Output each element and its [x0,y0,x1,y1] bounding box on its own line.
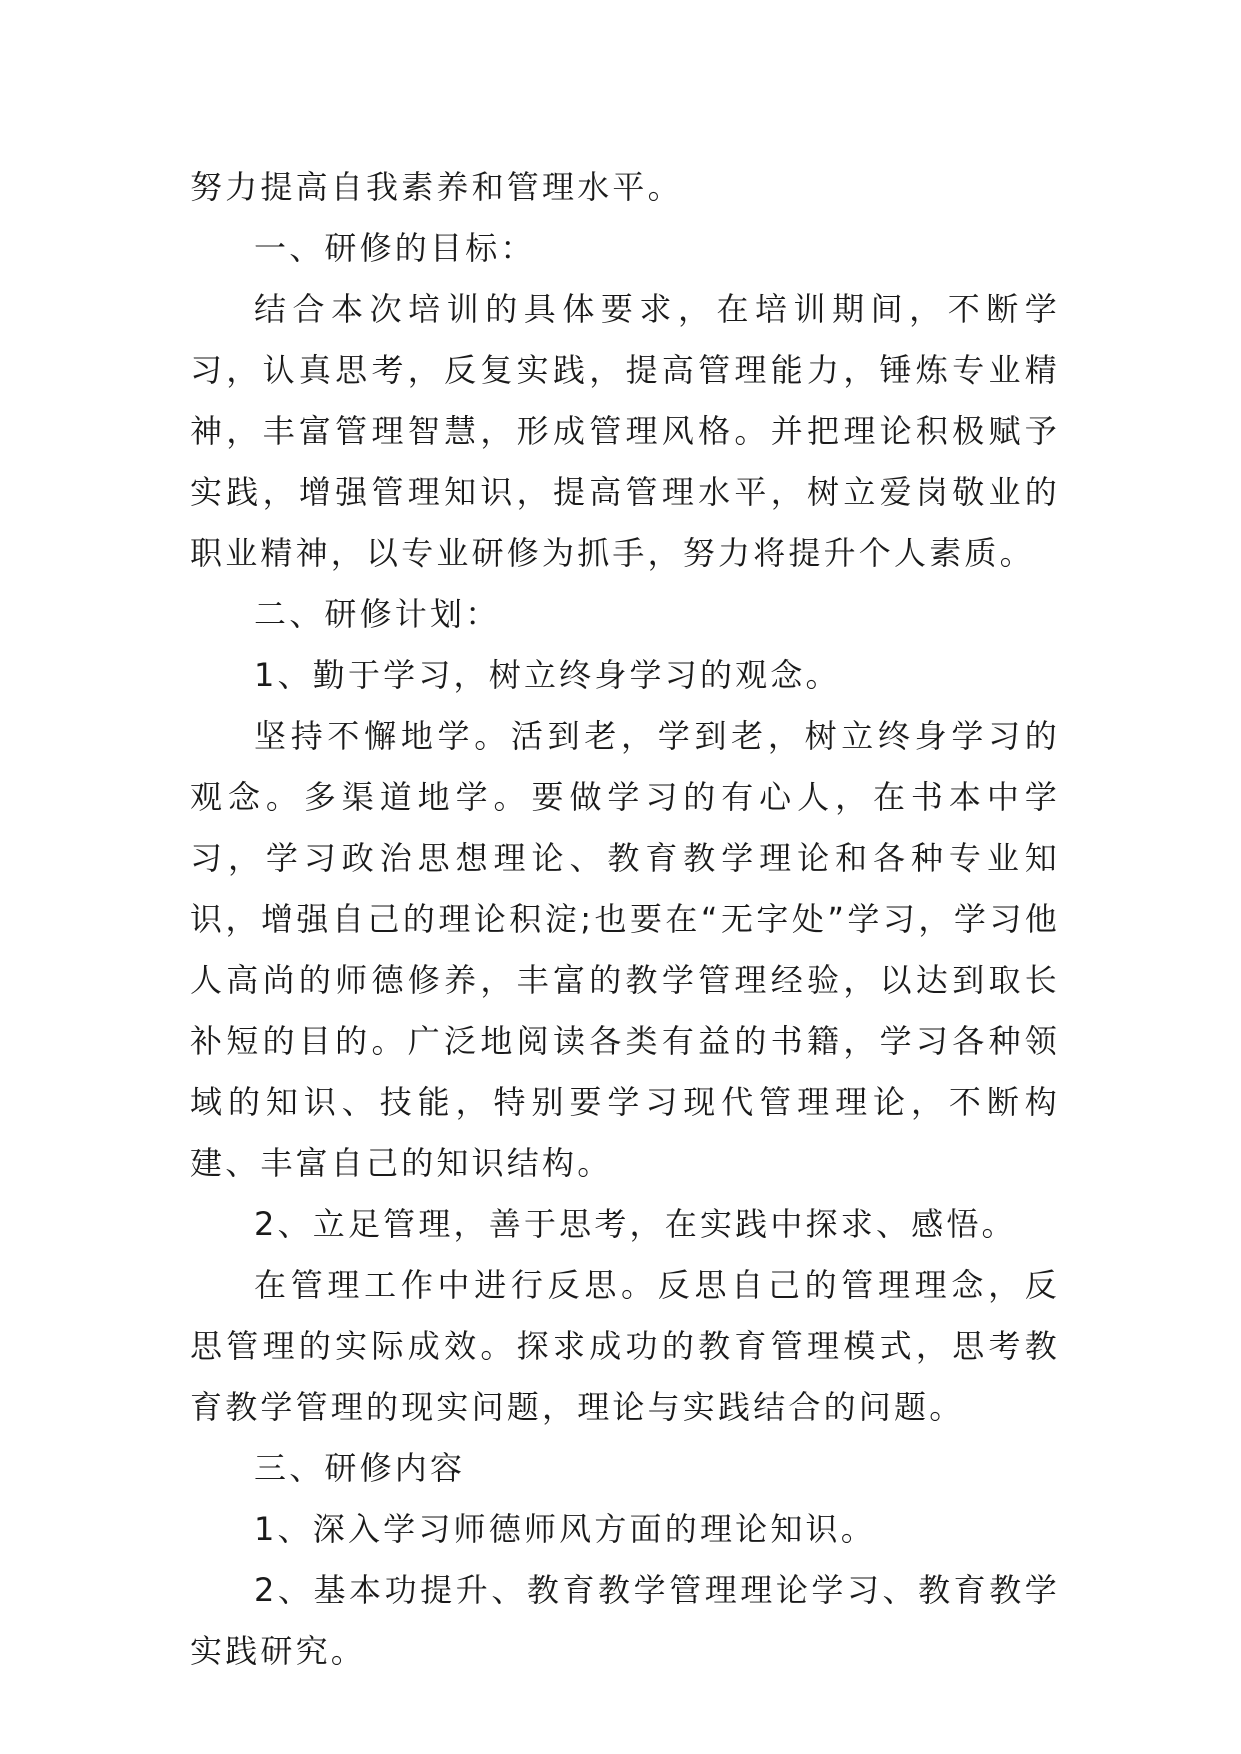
content-item-1: 1、深入学习师德师风方面的理论知识。 [254,1510,876,1548]
paragraph-continuation: 努力提高自我素养和管理水平。 [190,168,683,206]
subheading-plan-2: 2、立足管理，善于思考，在实践中探求、感悟。 [254,1205,1017,1243]
heading-section-1: 一、研修的目标： [254,229,536,267]
document-body [190,157,1060,1682]
content-item-2: 2、基本功提升、教育教学管理理论学习、教育教学实践研究。 [190,1571,1060,1670]
paragraph-plan-1: 坚持不懈地学。活到老，学到老，树立终身学习的观念。多渠道地学。要做学习的有心人，在书本中学习，学习政治思想理论、教育教学理论和各种专业知识，增强自己的理论积淀;也要在“无字处”学习，学习他人高尚的师德修养，丰富的教学管理经验，以达到取长补短的目的。广泛地阅读各类有益的书籍，学习各种领域的知识、技能，特别要学习现代管理理论，不断构建、丰富自己的知识结构。 [190,717,1060,1182]
paragraph-plan-2: 在管理工作中进行反思。反思自己的管理理念，反思管理的实际成效。探求成功的教育管理模式，思考教育教学管理的现实问题，理论与实践结合的问题。 [190,1266,1060,1426]
paragraph-goals: 结合本次培训的具体要求，在培训期间，不断学习，认真思考，反复实践，提高管理能力，锤炼专业精神，丰富管理智慧，形成管理风格。并把理论积极赋予实践，增强管理知识，提高管理水平，树立爱岗敬业的职业精神，以专业研修为抓手，努力将提升个人素质。 [190,290,1060,572]
heading-section-2: 二、研修计划： [254,595,501,633]
subheading-plan-1: 1、勤于学习，树立终身学习的观念。 [254,656,841,694]
heading-section-3: 三、研修内容 [254,1449,466,1487]
